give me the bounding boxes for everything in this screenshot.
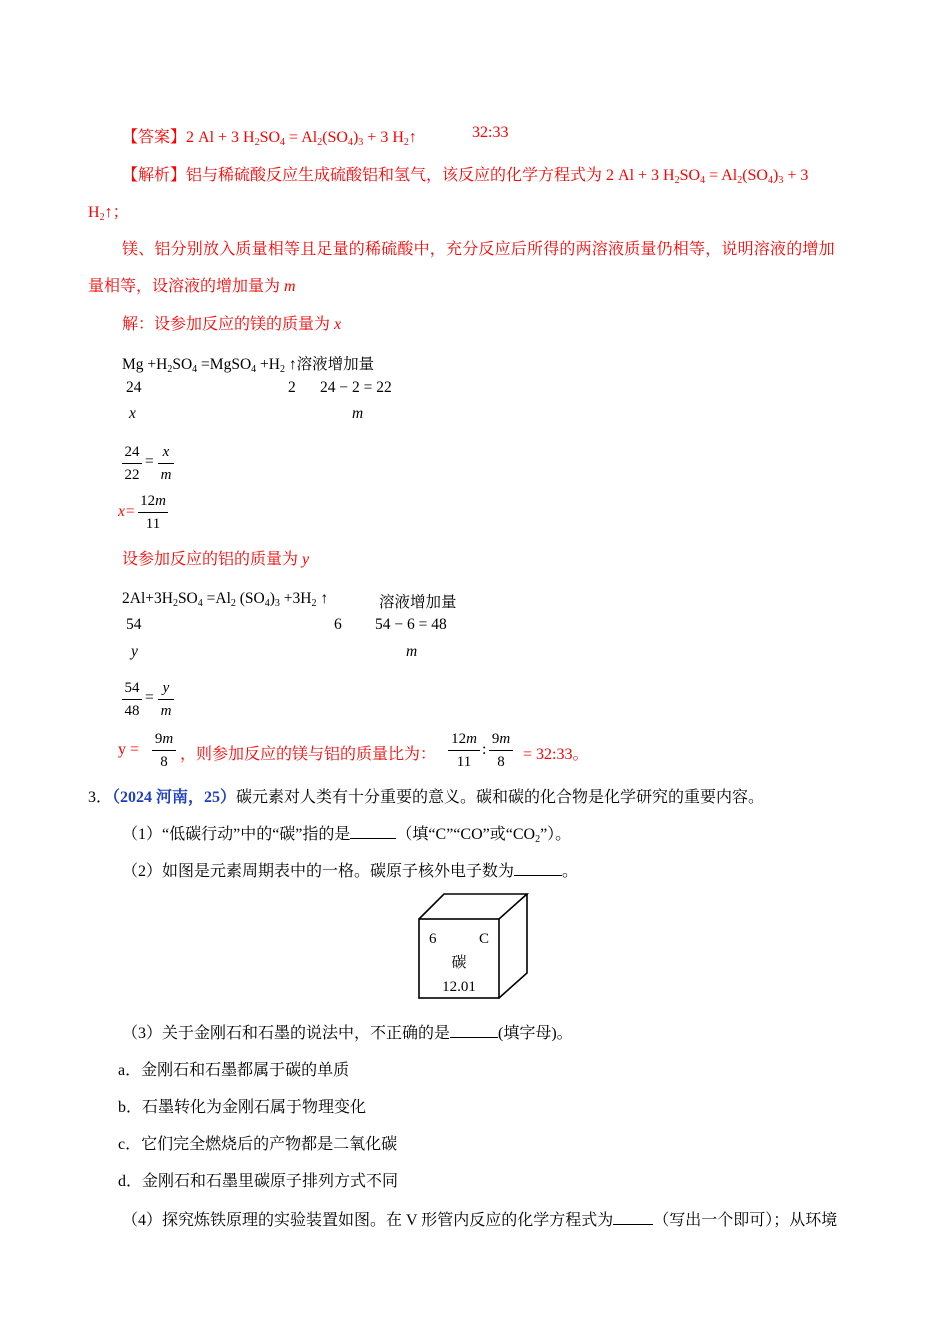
solve-line — [122, 311, 341, 334]
q3-part1 — [122, 821, 571, 845]
question-source: （2024 河南，25） — [112, 789, 237, 806]
fraction-denominator: 8 — [497, 754, 505, 770]
al-var-m: m — [406, 643, 418, 660]
answer-tag: 【答案】 — [122, 129, 187, 146]
option-a: a．金刚石和石墨都属于碳的单质 — [118, 1062, 350, 1079]
q3-part2 — [122, 858, 578, 881]
part2-text: （2）如图是元素周期表中的一格。碳原子核外电子数为 — [122, 863, 515, 880]
analysis-tag: 【解析】 — [122, 167, 187, 184]
al-ratio-right — [158, 678, 174, 721]
mg-equation: $Mg +H_2SO_4$ =MgSO$_4$ $+H_2$ ↑溶液增加量 — [122, 356, 375, 375]
final-result: = 32:33。 — [523, 746, 589, 763]
analysis-line2: $H_2↑$； — [88, 204, 129, 223]
solve-text: 解：设参加反应的镁的质量为 — [122, 316, 335, 333]
al-ratio-equals: = — [145, 689, 154, 706]
answer-blank[interactable] — [350, 824, 396, 839]
final-a-fraction — [448, 729, 480, 772]
var-x: x — [334, 316, 342, 333]
fraction-denominator: 22 — [124, 467, 140, 483]
analysis-equation: 2 Al + 3 $H_2SO_4 = Al_2(SO_4)_3 + 3$ — [606, 167, 809, 186]
fraction-denominator: 8 — [160, 754, 168, 770]
al-equation: $2Al+3H_2SO_4 =Al_2$ $(SO_4)_3 +3H_2$ ↑ — [122, 590, 329, 609]
question-number: 3． — [88, 789, 113, 806]
mg-ratio-equals: = — [145, 453, 154, 470]
final-colon: : — [482, 741, 487, 758]
cube-top-face — [419, 894, 527, 919]
option-d: d．金刚石和石墨里碳原子排列方式不同 — [118, 1173, 399, 1190]
al-intro — [122, 546, 309, 569]
final-middle: ，则参加反应的镁与铝的质量比为： — [180, 746, 437, 763]
al-h2-num: 6 — [334, 616, 342, 633]
element-name: 碳 — [451, 955, 467, 971]
fraction-numerator: y — [162, 680, 170, 696]
part3-hint: (填字母)。 — [498, 1025, 573, 1042]
mg-num: 24 — [126, 379, 142, 396]
fraction-numerator: 12m — [451, 731, 477, 747]
mg-result-prefix: x= — [118, 503, 136, 520]
answer-ratio: 32:33 — [472, 124, 509, 141]
cube-side-face — [499, 894, 527, 998]
answer-blank[interactable] — [514, 861, 562, 876]
fraction-denominator: m — [160, 703, 172, 719]
part2-end: 。 — [562, 863, 579, 880]
answer-line — [122, 124, 417, 148]
fraction-numerator: 24 — [124, 444, 140, 460]
mg-var-x: x — [129, 405, 136, 422]
analysis-text: 铝与稀硫酸反应生成硫酸铝和氢气，该反应的化学方程式为 — [186, 167, 607, 184]
fraction-denominator: 48 — [124, 703, 140, 719]
al-intro-text: 设参加反应的铝的质量为 — [122, 551, 303, 568]
question-stem: 碳元素对人类有十分重要的意义。碳和碳的化合物是化学研究的重要内容。 — [236, 789, 765, 806]
part1-text: （1）“低碳行动”中的“碳”指的是 — [122, 826, 351, 843]
al-num: 54 — [126, 616, 142, 633]
mg-var-m: m — [352, 405, 364, 422]
element-symbol: C — [479, 931, 490, 947]
analysis-para2-line2 — [88, 273, 296, 296]
fraction-numerator: 54 — [124, 680, 140, 696]
mg-result-fraction — [138, 491, 168, 534]
mg-increase: 24 − 2 = 22 — [320, 379, 392, 396]
option-c: c．它们完全燃烧后的产物都是二氧化碳 — [118, 1136, 398, 1153]
element-atomic-number: 6 — [429, 931, 437, 947]
mg-h2-num: 2 — [288, 379, 296, 396]
fraction-numerator: 9m — [154, 731, 174, 747]
q3-part3 — [122, 1020, 573, 1043]
al-var-y: y — [131, 643, 138, 660]
fraction-numerator: 12m — [140, 493, 166, 509]
al-increase-label: 溶液增加量 — [379, 594, 457, 611]
fraction-numerator: x — [162, 444, 170, 460]
var-y: y — [302, 551, 310, 568]
mg-ratio-right — [158, 442, 174, 485]
fraction-denominator: 11 — [456, 754, 472, 770]
mg-ratio-left — [122, 442, 142, 485]
element-cell-figure — [416, 892, 532, 1002]
var-m: m — [284, 278, 296, 295]
part3-text: （3）关于金刚石和石墨的说法中，不正确的是 — [122, 1025, 451, 1042]
answer-blank[interactable] — [613, 1210, 653, 1225]
q3-header — [88, 784, 764, 807]
fraction-denominator: m — [160, 467, 172, 483]
part1-hint: （填“C”“CO”或“$CO_2$”）。 — [396, 826, 572, 845]
fraction-denominator: 11 — [145, 516, 161, 532]
option-b: b．石墨转化为金刚石属于物理变化 — [118, 1099, 367, 1116]
analysis-para2-line1: 镁、铝分别放入质量相等且足量的稀硫酸中，充分反应后所得的两溶液质量仍相等，说明溶液的增加 — [122, 241, 835, 258]
final-b-fraction — [489, 729, 513, 772]
part4-hint: （写出一个即可）；从环境 — [653, 1212, 838, 1229]
q3-part4 — [122, 1207, 837, 1230]
element-mass: 12.01 — [442, 979, 476, 995]
analysis-para2-text: 量相等，设溶液的增加量为 — [88, 278, 285, 295]
fraction-numerator: 9m — [491, 731, 511, 747]
answer-blank[interactable] — [450, 1023, 498, 1038]
part4-text: （4）探究炼铁原理的实验装置如图。在 V 形管内反应的化学方程式为 — [122, 1212, 614, 1229]
al-ratio-left — [122, 678, 142, 721]
final-y-fraction — [152, 729, 176, 772]
final-prefix: y = — [118, 741, 140, 758]
analysis-line1 — [122, 162, 808, 186]
al-increase: 54 − 6 = 48 — [375, 616, 447, 633]
answer-equation: 2 Al + 3 $H_2SO_4 = Al_2(SO_4)_3 + 3$ $H_2↑$ — [186, 129, 417, 148]
